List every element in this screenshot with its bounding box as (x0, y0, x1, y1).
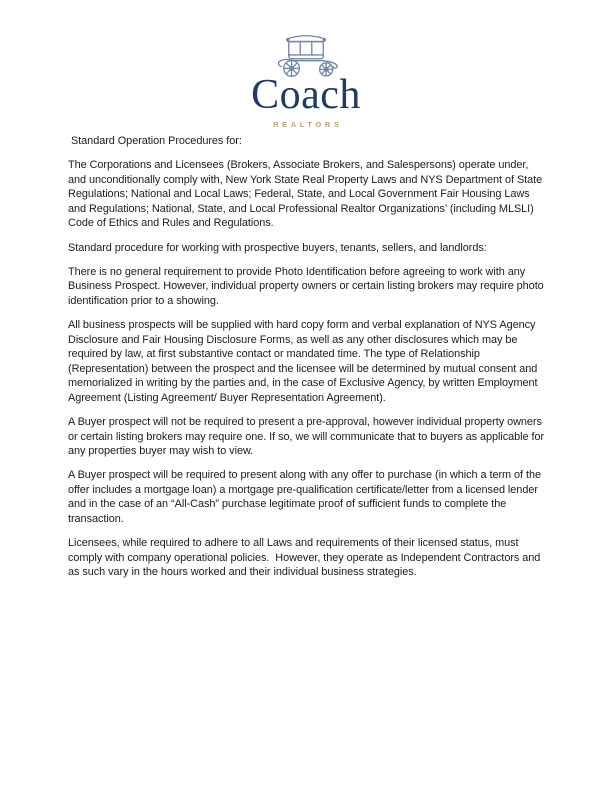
paragraph: All business prospects will be supplied with hard copy form and verbal explanation of NYS Agency Disclosure and Fair Housing Disclosure Forms, as well as any other disclosures which may be required by law, at first substantive contact or mandated time. The type of Relationship (Representation) between the prospect and the licensee will be determined by mutual consent and memorialized in writing by the parties and, in the case of Exclusive Agency, by written Employment Agreement (Listing Agreement/ Buyer Representation Agreement). (68, 318, 541, 404)
stagecoach-icon (267, 30, 345, 78)
paragraph: A Buyer prospect will be required to present along with any offer to purchase (in which a term of the offer includes a mortgage loan) a mortgage pre-qualification certificate/letter from a licensed lender and in the case of an “All-Cash” purchase legitimate proof of sufficient funds to complete the transaction. (68, 469, 544, 526)
document-body (68, 134, 547, 589)
paragraph: The Corporations and Licensees (Brokers, Associate Brokers, and Salespersons) operate under, and unconditionally comply with, New York State Real Property Laws and NYS Department of State Regulations; National and Local Laws; Federal, State, and Local Government Fair Housing Laws and Regulations; National, State, and Local Professional Realtor Organizations’ (including MLSLI) Code of Ethics and Rules and Regulations. (68, 159, 546, 230)
logo-tagline-text: REALTORS (273, 120, 343, 129)
paragraph: Standard procedure for working with prospective buyers, tenants, sellers, and landlords: (68, 241, 487, 254)
paragraph: A Buyer prospect will not be required to present a pre-approval, however individual property owners or certain listing brokers may require one. If so, we will communicate that to buyers as applicable for any properties buyer may wish to view. (68, 416, 548, 458)
paragraph: Licensees, while required to adhere to all Laws and requirements of their licensed status, must comply with company operational policies. However, they operate as Independent Contractors and as such vary in the hours worked and their individual business strategies. (68, 537, 544, 579)
coach-realtors-logo (0, 30, 612, 129)
paragraph: There is no general requirement to provide Photo Identification before agreeing to work with any Business Prospect. However, individual property owners or certain listing brokers may require photo identification prior to a showing. (68, 265, 547, 307)
paragraph-title: Standard Operation Procedures for: (68, 135, 242, 147)
logo-brand-text: Coach (251, 72, 361, 118)
